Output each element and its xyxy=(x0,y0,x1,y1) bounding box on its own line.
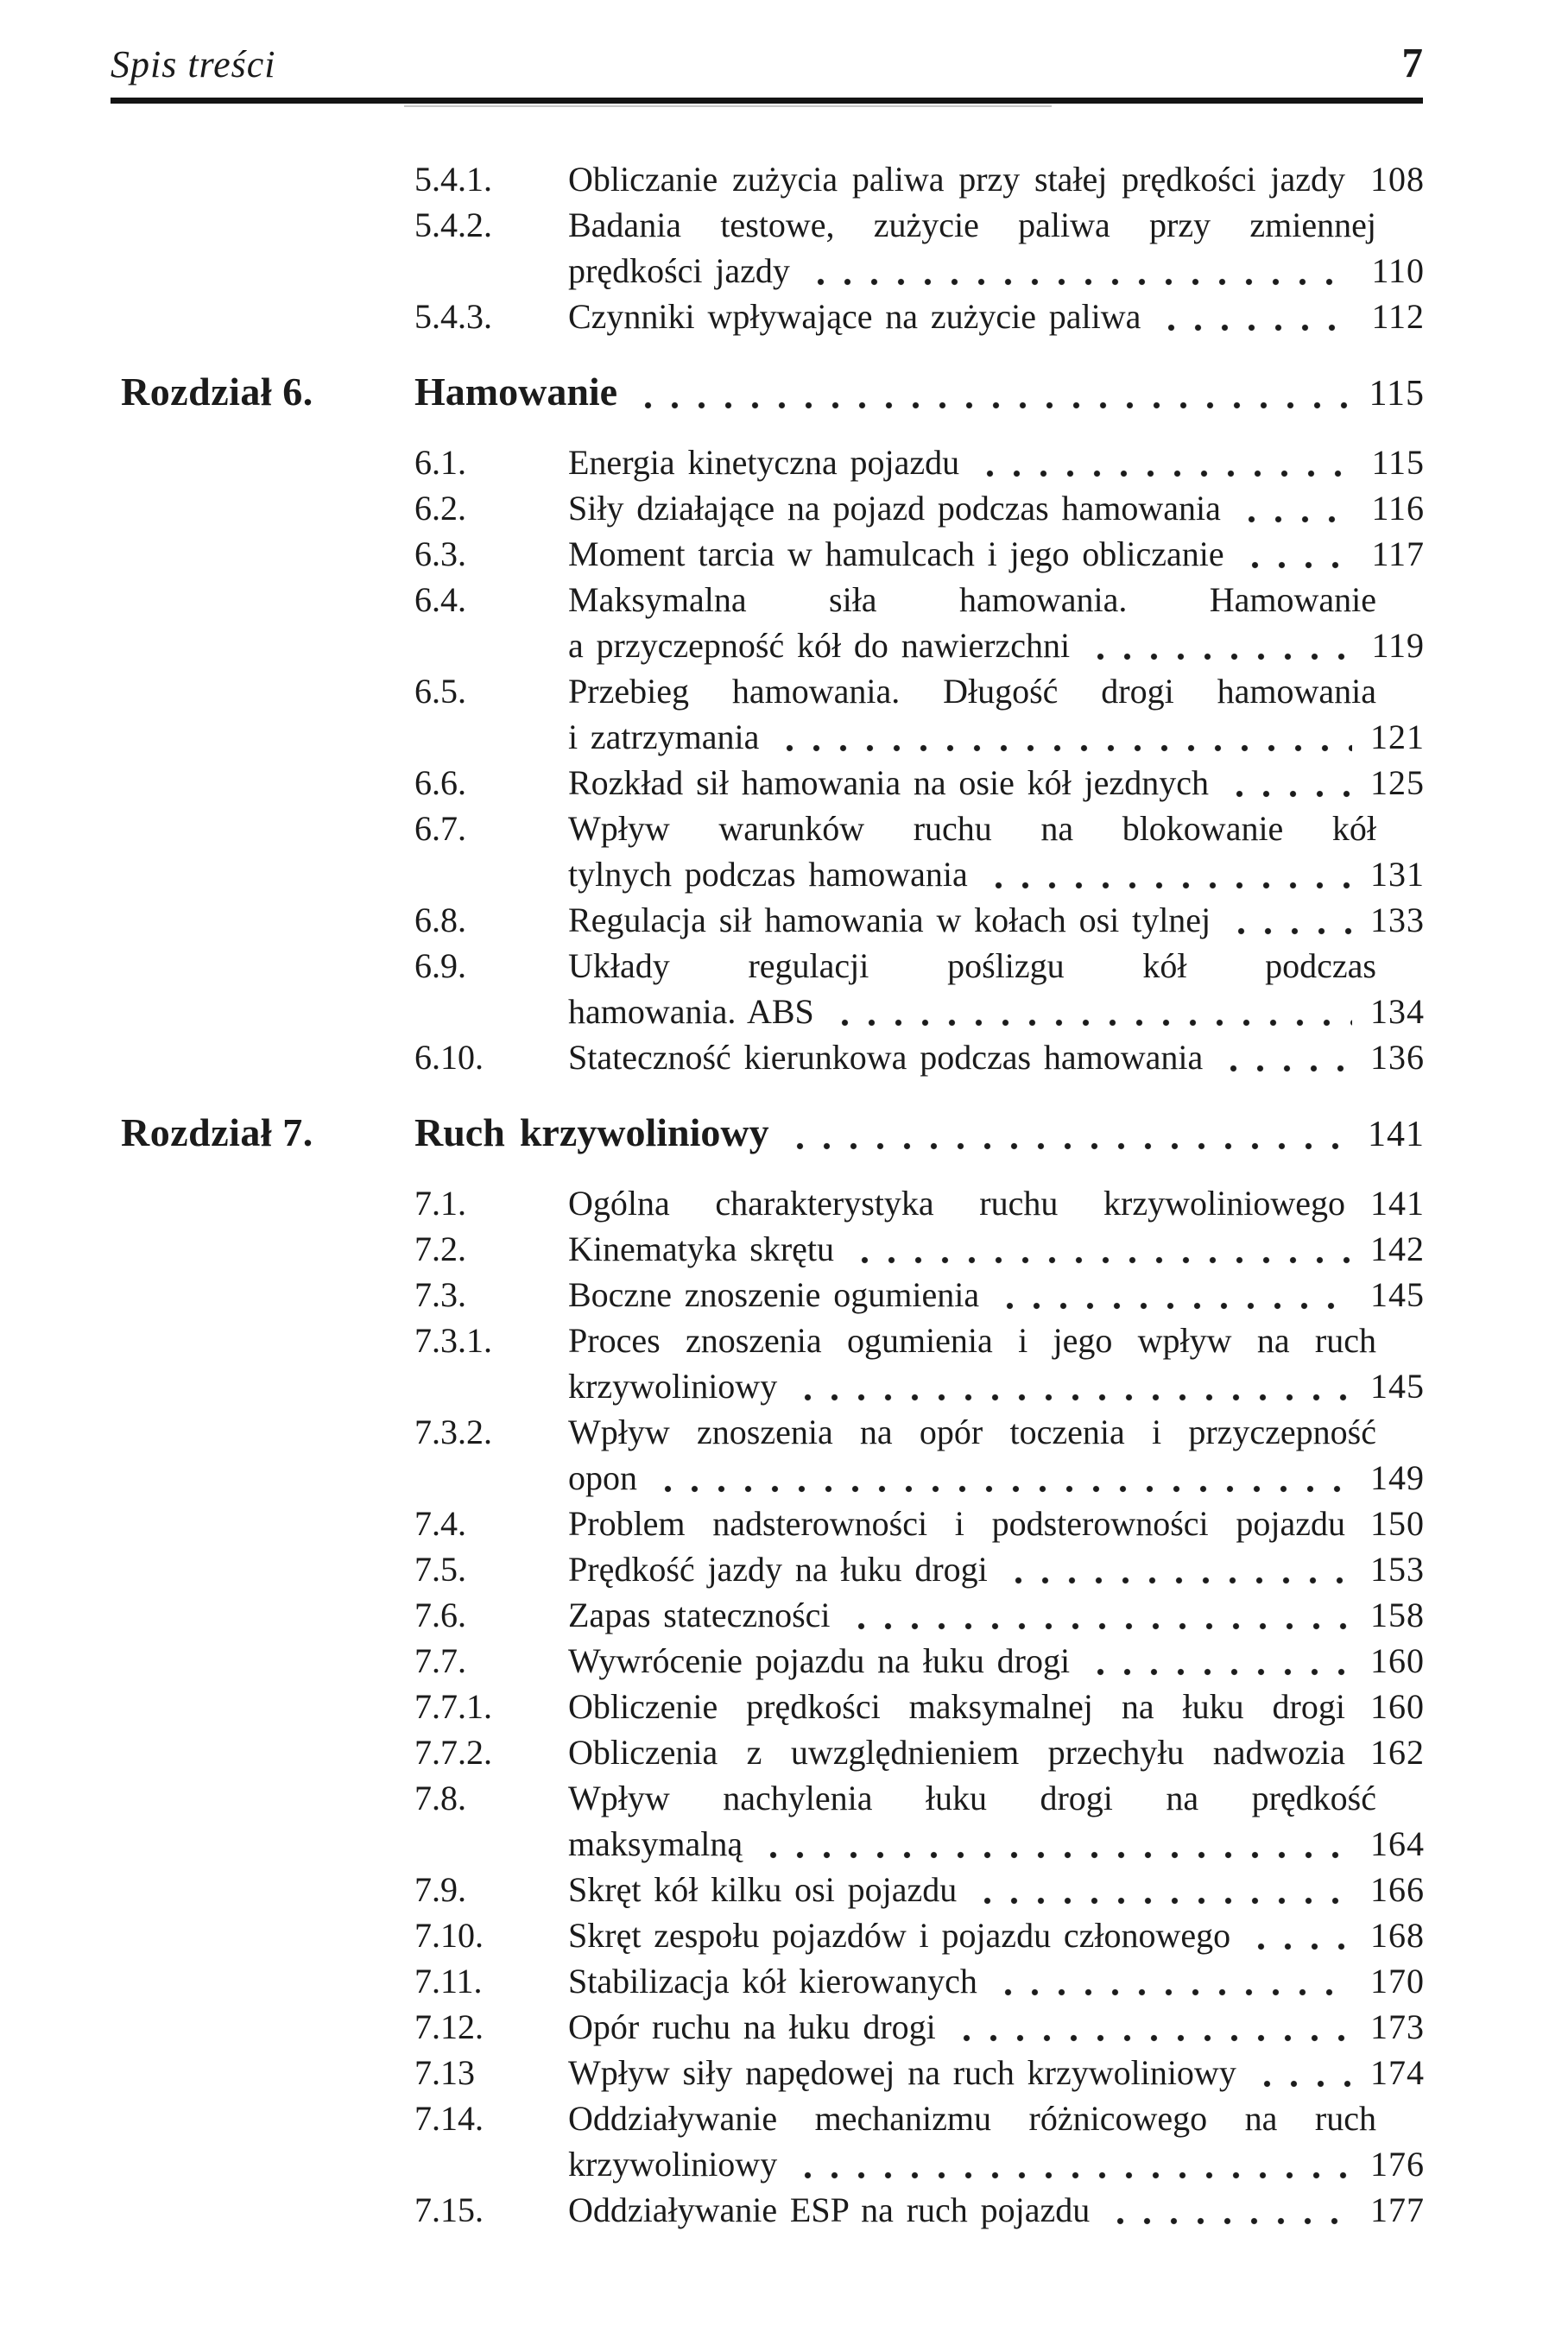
page-ref: 108 xyxy=(1370,160,1425,199)
entry-title: Wywrócenie pojazdu na łuku drogi xyxy=(568,1641,1071,1680)
toc-line xyxy=(0,202,1568,248)
scan-artifact-line xyxy=(404,105,1052,107)
toc-line xyxy=(0,156,1568,202)
dot-leader xyxy=(629,365,1352,420)
entry-title-continuation: opon xyxy=(568,1458,637,1497)
page-ref: 177 xyxy=(1370,2190,1425,2229)
page-header xyxy=(111,38,1423,107)
dot-leader xyxy=(1102,2187,1352,2233)
page-ref: 121 xyxy=(1370,717,1425,756)
section-number: 6.7. xyxy=(414,809,466,848)
section-number: 6.9. xyxy=(414,946,466,985)
toc-line xyxy=(0,989,1568,1034)
toc-line xyxy=(0,577,1568,623)
page-ref: 173 xyxy=(1370,2007,1425,2046)
entry-title-continuation: krzywoliniowy xyxy=(568,2145,778,2184)
entry-title: Ogólna charakterystyka ruchu krzywoliniowego xyxy=(568,1184,1345,1223)
page-ref: 110 xyxy=(1371,251,1425,290)
toc-entry xyxy=(0,1775,1568,1867)
entry-title-continuation: maksymalną xyxy=(568,1824,743,1863)
toc-line xyxy=(0,2050,1568,2095)
toc-line xyxy=(0,623,1568,668)
dot-leader xyxy=(802,248,1352,294)
toc-entry xyxy=(0,1592,1568,1638)
toc-line xyxy=(0,1546,1568,1592)
toc-entry xyxy=(0,943,1568,1034)
page-ref: 131 xyxy=(1370,855,1425,894)
toc-line xyxy=(0,1867,1568,1912)
entry-title: Stateczność kierunkowa podczas hamowania xyxy=(568,1038,1204,1077)
dot-leader xyxy=(771,714,1352,760)
toc-line xyxy=(0,1180,1568,1226)
section-number: 6.2. xyxy=(414,489,466,528)
entry-title-continuation: i zatrzymania xyxy=(568,717,760,756)
toc-line xyxy=(0,1501,1568,1546)
toc-line xyxy=(0,806,1568,851)
entry-title: Prędkość jazdy na łuku drogi xyxy=(568,1550,988,1589)
toc-line xyxy=(0,365,1568,420)
toc-entry xyxy=(0,1958,1568,2004)
dot-leader xyxy=(1082,623,1352,668)
entry-title: Obliczanie zużycia paliwa przy stałej prędkości jazdy xyxy=(568,160,1345,199)
toc-entry xyxy=(0,156,1568,202)
toc-entry xyxy=(0,1034,1568,1080)
toc-entry xyxy=(0,668,1568,760)
entry-title: Proces znoszenia ogumienia i jego wpływ na ruch xyxy=(568,1321,1376,1360)
toc-entry xyxy=(0,1180,1568,1226)
entry-title: Wpływ nachylenia łuku drogi na prędkość xyxy=(568,1779,1376,1817)
page-ref: 174 xyxy=(1370,2053,1425,2092)
section-number: 7.7.1. xyxy=(414,1687,492,1726)
section-number: 7.14. xyxy=(414,2099,484,2138)
page-ref: 134 xyxy=(1370,992,1425,1031)
page-ref: 160 xyxy=(1370,1687,1425,1726)
toc-line xyxy=(0,531,1568,577)
dot-leader xyxy=(971,439,1352,485)
page-ref: 145 xyxy=(1370,1367,1425,1406)
section-number: 7.12. xyxy=(414,2007,484,2046)
chapter-label: Rozdział 7. xyxy=(121,1110,313,1154)
toc-entry xyxy=(0,1409,1568,1501)
dot-leader xyxy=(1153,294,1352,339)
section-number: 7.8. xyxy=(414,1779,466,1817)
entry-title: Energia kinetyczna pojazdu xyxy=(568,443,960,482)
section-number: 7.3.2. xyxy=(414,1413,492,1451)
toc-line xyxy=(0,2187,1568,2233)
section-number: 6.4. xyxy=(414,580,466,619)
entry-title: Układy regulacji poślizgu kół podczas xyxy=(568,946,1376,985)
dot-leader xyxy=(969,1867,1352,1912)
page-ref: 125 xyxy=(1370,763,1425,802)
toc-chapter-entry xyxy=(0,365,1568,420)
page-ref: 115 xyxy=(1371,443,1425,482)
entry-title: Kinematyka skrętu xyxy=(568,1229,835,1268)
dot-leader xyxy=(1082,1638,1352,1684)
toc-line xyxy=(0,760,1568,806)
page-ref: 142 xyxy=(1370,1229,1425,1268)
section-number: 5.4.1. xyxy=(414,160,492,199)
toc-entry xyxy=(0,1546,1568,1592)
chapter-title: Ruch krzywoliniowy xyxy=(414,1110,769,1154)
page-ref: 115 xyxy=(1369,374,1425,414)
dot-leader xyxy=(989,1958,1352,2004)
page-ref: 166 xyxy=(1370,1870,1425,1909)
toc-line xyxy=(0,1455,1568,1501)
toc-line xyxy=(0,439,1568,485)
section-number: 5.4.3. xyxy=(414,297,492,336)
entry-title: Oddziaływanie mechanizmu różnicowego na ruch xyxy=(568,2099,1376,2138)
toc-entry xyxy=(0,531,1568,577)
toc-entry xyxy=(0,1272,1568,1318)
section-number: 6.8. xyxy=(414,901,466,939)
section-number: 7.9. xyxy=(414,1870,466,1909)
running-title: Spis treści xyxy=(111,43,276,85)
entry-title: Wpływ znoszenia na opór toczenia i przyczepność xyxy=(568,1413,1376,1451)
entry-title: Siły działające na pojazd podczas hamowania xyxy=(568,489,1221,528)
entry-title: Obliczenia z uwzględnieniem przechyłu nadwozia xyxy=(568,1733,1345,1772)
toc-line xyxy=(0,714,1568,760)
entry-title: Badania testowe, zużycie paliwa przy zmiennej xyxy=(568,205,1376,244)
entry-title: Wpływ warunków ruchu na blokowanie kół xyxy=(568,809,1376,848)
toc-entry xyxy=(0,1638,1568,1684)
section-number: 7.2. xyxy=(414,1229,466,1268)
dot-leader xyxy=(826,989,1352,1034)
section-number: 7.13 xyxy=(414,2053,475,2092)
page-ref: 133 xyxy=(1370,901,1425,939)
dot-leader xyxy=(846,1226,1352,1272)
toc-line xyxy=(0,1409,1568,1455)
entry-title-continuation: prędkości jazdy xyxy=(568,251,790,290)
toc-entry xyxy=(0,577,1568,668)
chapter-label: Rozdział 6. xyxy=(121,370,313,414)
toc-line xyxy=(0,668,1568,714)
page-ref: 164 xyxy=(1370,1824,1425,1863)
page-ref: 116 xyxy=(1371,489,1425,528)
section-number: 6.10. xyxy=(414,1038,484,1077)
section-number: 7.7.2. xyxy=(414,1733,492,1772)
toc-line xyxy=(0,2141,1568,2187)
toc-entry xyxy=(0,1729,1568,1775)
header-rule xyxy=(111,98,1423,104)
toc-entry xyxy=(0,485,1568,531)
page-ref: 176 xyxy=(1370,2145,1425,2184)
toc-entry xyxy=(0,1501,1568,1546)
toc-entry xyxy=(0,439,1568,485)
toc-line xyxy=(0,1592,1568,1638)
page-ref: 168 xyxy=(1370,1916,1425,1955)
toc-line xyxy=(0,2095,1568,2141)
section-number: 5.4.2. xyxy=(414,205,492,244)
toc-line xyxy=(0,294,1568,339)
dot-leader xyxy=(1236,531,1352,577)
page-ref: 160 xyxy=(1370,1641,1425,1680)
entry-title: Regulacja sił hamowania w kołach osi tylnej xyxy=(568,901,1211,939)
entry-title: Zapas stateczności xyxy=(568,1596,831,1634)
dot-leader xyxy=(1223,897,1352,943)
section-number: 7.6. xyxy=(414,1596,466,1634)
section-number: 6.3. xyxy=(414,534,466,573)
toc-entry xyxy=(0,760,1568,806)
toc-line xyxy=(0,1912,1568,1958)
entry-title: Czynniki wpływające na zużycie paliwa xyxy=(568,297,1141,336)
section-number: 7.11. xyxy=(414,1962,483,2001)
section-number: 7.10. xyxy=(414,1916,484,1955)
dot-leader xyxy=(980,851,1352,897)
dot-leader xyxy=(1249,2050,1352,2095)
dot-leader xyxy=(1000,1546,1352,1592)
toc-line xyxy=(0,1363,1568,1409)
toc-line xyxy=(0,851,1568,897)
toc-list xyxy=(0,156,1568,2233)
entry-title: Problem nadsterowności i podsterowności pojazdu xyxy=(568,1504,1345,1543)
page-ref: 158 xyxy=(1370,1596,1425,1634)
page-ref: 150 xyxy=(1370,1504,1425,1543)
toc-line xyxy=(0,897,1568,943)
dot-leader xyxy=(843,1592,1352,1638)
entry-title: Skręt kół kilku osi pojazdu xyxy=(568,1870,958,1909)
toc-line xyxy=(0,1684,1568,1729)
toc-entry xyxy=(0,1318,1568,1409)
toc-line xyxy=(0,1226,1568,1272)
toc-line xyxy=(0,1272,1568,1318)
section-number: 7.5. xyxy=(414,1550,466,1589)
section-number: 6.1. xyxy=(414,443,466,482)
dot-leader xyxy=(948,2004,1352,2050)
toc-line xyxy=(0,2004,1568,2050)
section-number: 7.1. xyxy=(414,1184,466,1223)
toc-entry xyxy=(0,2004,1568,2050)
entry-title: Oddziaływanie ESP na ruch pojazdu xyxy=(568,2190,1091,2229)
page-ref: 141 xyxy=(1370,1184,1425,1223)
toc-line xyxy=(0,1729,1568,1775)
toc-line xyxy=(0,1106,1568,1161)
dot-leader xyxy=(991,1272,1352,1318)
dot-leader xyxy=(649,1455,1352,1501)
page-ref: 145 xyxy=(1370,1275,1425,1314)
section-number: 7.3.1. xyxy=(414,1321,492,1360)
section-number: 6.5. xyxy=(414,672,466,711)
section-number: 7.15. xyxy=(414,2190,484,2229)
page-ref: 117 xyxy=(1371,534,1425,573)
toc-entry xyxy=(0,2187,1568,2233)
entry-title: Opór ruchu na łuku drogi xyxy=(568,2007,936,2046)
toc-line xyxy=(0,1034,1568,1080)
toc-entry xyxy=(0,897,1568,943)
section-number: 6.6. xyxy=(414,763,466,802)
dot-leader xyxy=(1221,760,1352,806)
toc-chapter-entry xyxy=(0,1106,1568,1161)
dot-leader xyxy=(755,1821,1352,1867)
dot-leader xyxy=(789,1363,1352,1409)
toc-entry xyxy=(0,2095,1568,2187)
toc-line xyxy=(0,1775,1568,1821)
entry-title-continuation: krzywoliniowy xyxy=(568,1367,778,1406)
entry-title: Skręt zespołu pojazdów i pojazdu członowego xyxy=(568,1916,1231,1955)
toc-entry xyxy=(0,294,1568,339)
page-ref: 141 xyxy=(1368,1115,1425,1154)
toc-entry xyxy=(0,1684,1568,1729)
dot-leader xyxy=(781,1106,1352,1161)
dot-leader xyxy=(1242,1912,1352,1958)
toc-entry xyxy=(0,202,1568,294)
toc-line xyxy=(0,943,1568,989)
entry-title: Boczne znoszenie ogumienia xyxy=(568,1275,980,1314)
toc-line xyxy=(0,1318,1568,1363)
header-page-number: 7 xyxy=(1401,39,1423,86)
section-number: 7.7. xyxy=(414,1641,466,1680)
page-ref: 153 xyxy=(1370,1550,1425,1589)
section-number: 7.3. xyxy=(414,1275,466,1314)
entry-title: Wpływ siły napędowej na ruch krzywoliniowy xyxy=(568,2053,1236,2092)
page-ref: 136 xyxy=(1370,1038,1425,1077)
section-number: 7.4. xyxy=(414,1504,466,1543)
toc-line xyxy=(0,485,1568,531)
entry-title: Stabilizacja kół kierowanych xyxy=(568,1962,977,2001)
page-ref: 149 xyxy=(1370,1458,1425,1497)
page-ref: 119 xyxy=(1371,626,1425,665)
entry-title-continuation: tylnych podczas hamowania xyxy=(568,855,968,894)
dot-leader xyxy=(1233,485,1352,531)
toc-line xyxy=(0,1958,1568,2004)
toc-entry xyxy=(0,1226,1568,1272)
page-ref: 112 xyxy=(1371,297,1425,336)
toc-line xyxy=(0,248,1568,294)
entry-title: Moment tarcia w hamulcach i jego obliczanie xyxy=(568,534,1224,573)
dot-leader xyxy=(789,2141,1352,2187)
page-ref: 170 xyxy=(1370,1962,1425,2001)
toc-entry xyxy=(0,1867,1568,1912)
entry-title-continuation: hamowania. ABS xyxy=(568,992,814,1031)
page-ref: 162 xyxy=(1370,1733,1425,1772)
toc-entry xyxy=(0,1912,1568,1958)
entry-title: Obliczenie prędkości maksymalnej na łuku drogi xyxy=(568,1687,1345,1726)
entry-title: Przebieg hamowania. Długość drogi hamowania xyxy=(568,672,1376,711)
entry-title: Rozkład sił hamowania na osie kół jezdnych xyxy=(568,763,1209,802)
toc-entry xyxy=(0,806,1568,897)
toc-line xyxy=(0,1821,1568,1867)
entry-title-continuation: a przyczepność kół do nawierzchni xyxy=(568,626,1071,665)
dot-leader xyxy=(1215,1034,1352,1080)
entry-title: Maksymalna siła hamowania. Hamowanie xyxy=(568,580,1376,619)
toc-entry xyxy=(0,2050,1568,2095)
chapter-title: Hamowanie xyxy=(414,370,618,414)
toc-line xyxy=(0,1638,1568,1684)
